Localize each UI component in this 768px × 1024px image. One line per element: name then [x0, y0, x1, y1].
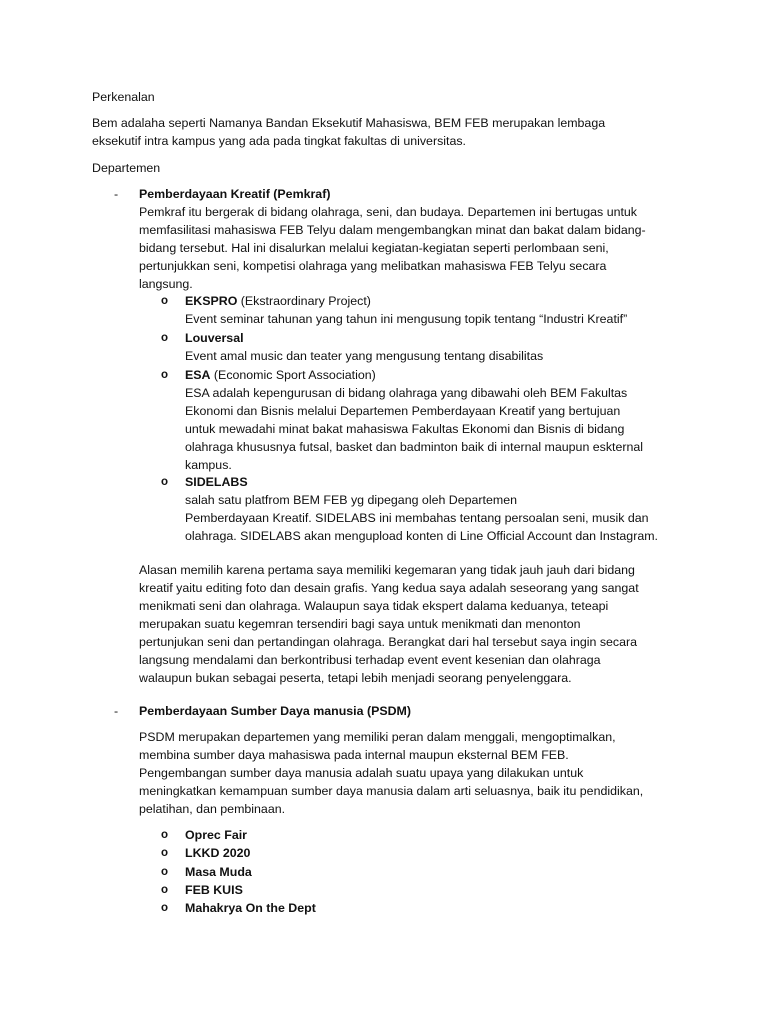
program-description-line: Pemberdayaan Kreatif. SIDELABS ini membahas tentang persoalan seni, musik dan — [185, 511, 649, 525]
paragraph-line: membina sumber daya mahasiswa pada internal maupun eksternal BEM FEB. — [139, 748, 569, 762]
circle-bullet: o — [161, 884, 169, 896]
program-description-line: kampus. — [185, 458, 232, 472]
paragraph-line: langsung. — [139, 277, 193, 291]
pemkraf-reason — [139, 561, 639, 687]
paragraph-line: Pemkraf itu bergerak di bidang olahraga, seni, dan budaya. Departemen ini bertugas untuk — [139, 205, 638, 219]
circle-bullet: o — [161, 902, 169, 914]
program-description-line: Ekonomi dan Bisnis melalui Departemen Pemberdayaan Kreatif yang bertujuan — [185, 404, 621, 418]
program-name: SIDELABS — [185, 475, 248, 489]
paragraph-line — [139, 728, 643, 746]
program-sidelabs — [185, 473, 658, 545]
paragraph-line: pelatihan, dan pembinaan. — [139, 802, 286, 816]
intro-paragraph — [92, 114, 605, 150]
paragraph-line: memfasilitasi mahasiswa FEB Telyu dalam mengembangkan minat dan bakat dalam bidang- — [139, 223, 646, 237]
program-title-line — [185, 366, 643, 384]
program-name: EKSPRO — [185, 294, 238, 308]
psdm-program-item: FEB KUIS — [185, 883, 243, 897]
program-suffix: (Economic Sport Association) — [210, 368, 376, 382]
paragraph-line: pertunjukan seni dan pertandingan olahraga. Berangkat dari hal tersebut saya ingin secara — [139, 635, 638, 649]
paragraph-line: Bem adalaha seperti Namanya Bandan Eksekutif Mahasiswa, BEM FEB merupakan lembaga — [92, 116, 606, 130]
circle-bullet: o — [161, 866, 169, 878]
paragraph-line: walaupun bukan sebagai peserta, tetapi lebih menjadi seorang penyelenggara. — [139, 671, 572, 685]
paragraph-line: pertunjukkan seni, kompetisi olahraga yang melibatkan mahasiswa FEB Telyu secara — [139, 259, 607, 273]
pemkraf-title: Pemberdayaan Kreatif (Pemkraf) — [139, 187, 331, 201]
circle-bullet: o — [161, 295, 169, 307]
circle-bullet: o — [161, 847, 169, 859]
paragraph-line-text: PSDM merupakan departemen yang memiliki peran dalam menggali, mengoptimalkan, — [139, 730, 616, 744]
circle-bullet: o — [161, 829, 169, 841]
paragraph-line: menikmati seni dan olahraga. Walaupun saya tidak ekspert dalama keduanya, teteapi — [139, 599, 609, 613]
psdm-program-item: Mahakrya On the Dept — [185, 901, 316, 915]
circle-bullet: o — [161, 476, 169, 488]
circle-bullet: o — [161, 332, 169, 344]
psdm-program-item: Masa Muda — [185, 865, 252, 879]
paragraph-line: kreatif yaitu editing foto dan desain grafis. Yang kedua saya adalah seseorang yang sangat — [139, 581, 639, 595]
paragraph-line: Alasan memilih karena pertama saya memiliki kegemaran yang tidak jauh jauh dari bidang — [139, 563, 635, 577]
psdm-program-item: LKKD 2020 — [185, 846, 251, 860]
dash-bullet: - — [114, 187, 119, 201]
program-name: Louversal — [185, 331, 244, 345]
program-description-line: salah satu platfrom BEM FEB yg dipegang oleh Departemen — [185, 493, 517, 507]
program-description-line: Event amal music dan teater yang mengusung tentang disabilitas — [185, 349, 544, 363]
psdm-description — [139, 728, 643, 818]
program-name: ESA — [185, 368, 211, 382]
paragraph-line: bidang tersebut. Hal ini disalurkan melalui kegiatan-kegiatan seperti perlombaan seni, — [139, 241, 609, 255]
paragraph-line: meningkatkan kemampuan sumber daya manusia dalam arti seluasnya, baik itu pendidikan, — [139, 784, 644, 798]
program-louversal — [185, 329, 543, 365]
program-ekspro — [185, 292, 627, 328]
paragraph-line: langsung mendalami dan berkontribusi terhadap event event kesenian dan olahraga — [139, 653, 601, 667]
program-description-line: Event seminar tahunan yang tahun ini mengusung topik tentang “Industri Kreatif” — [185, 312, 628, 326]
program-title-line — [185, 292, 627, 310]
intro-heading: Perkenalan — [92, 90, 155, 104]
paragraph-line: merupakan suatu kegemran tersendiri bagi saya untuk menikmati dan menonton — [139, 617, 581, 631]
psdm-title: Pemberdayaan Sumber Daya manusia (PSDM) — [139, 704, 412, 718]
program-description-line: olahraga. SIDELABS akan mengupload konten di Line Official Account dan Instagram. — [185, 529, 658, 543]
program-esa — [185, 366, 643, 474]
program-suffix: (Ekstraordinary Project) — [237, 294, 371, 308]
dash-bullet: - — [114, 704, 119, 718]
program-description-line: olahraga khususnya futsal, basket dan badminton baik di internal maupun eskternal — [185, 440, 644, 454]
pemkraf-description — [139, 203, 646, 293]
program-description-line: ESA adalah kepengurusan di bidang olahraga yang dibawahi oleh BEM Fakultas — [185, 386, 628, 400]
circle-bullet: o — [161, 369, 169, 381]
psdm-program-item: Oprec Fair — [185, 828, 247, 842]
program-description-line: untuk mewadahi minat bakat mahasiswa Fakultas Ekonomi dan Bisnis di bidang — [185, 422, 625, 436]
paragraph-line: eksekutif intra kampus yang ada pada tingkat fakultas di universitas. — [92, 134, 466, 148]
departments-heading: Departemen — [92, 161, 161, 175]
paragraph-line: Pengembangan sumber daya manusia adalah suatu upaya yang dilakukan untuk — [139, 766, 584, 780]
